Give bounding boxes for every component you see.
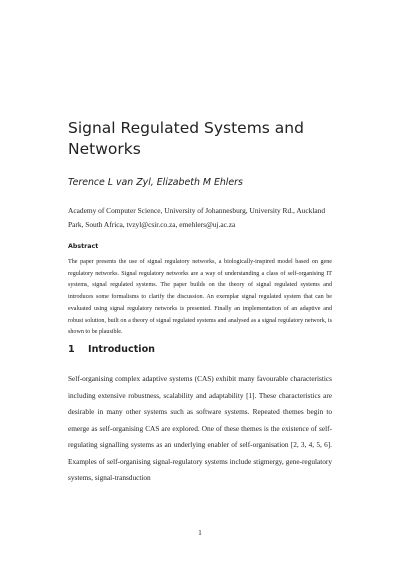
abstract-heading: Abstract (68, 243, 99, 250)
paper-authors: Terence L van Zyl, Elizabeth M Ehlers (68, 177, 243, 188)
paper-title: Signal Regulated Systems and Networks (68, 119, 304, 158)
introduction-body: Self-organising complex adaptive systems (CAS) exhibit many favourable characteristics including extensive robustness, scalability and adaptability [1]. These characteristics are desirable in many other systems such as software systems. Repeated themes begin to emerge as self-organising CAS are explored. One of these themes is the existence of self-regulating signalling systems as an underlying enabler of self-organisation [2, 3, 4, 5, 6]. Examples of self-organising signal-regulatory systems include stigmergy, gene-regulatory systems, signal-transduction (68, 374, 332, 482)
abstract-body: The paper presents the use of signal regulatory networks, a biologically-inspired model based on gene regulatory networks. Signal regulatory networks are a way of understanding a class of self-organising IT systems, signal regulated systems. The paper builds on the theory of signal regulated systems and introduces some formalisms to clarify the discussion. An exemplar signal regulated system that can be evaluated using signal regulatory networks is presented. Finally an implementation of an adaptive and robust solution, built on a theory of signal regulated systems and analysed as a signal regulatory network, is shown to be plausible. (68, 259, 332, 336)
author-affiliation: Academy of Computer Science, University of Johannesburg, University Rd., Auckland Park, South Africa, tvzyl@csir.co.za, emehlers@uj.ac.za (68, 206, 326, 229)
page-number: 1 (198, 528, 202, 537)
section-title: Introduction (88, 344, 155, 355)
section-heading-introduction (68, 344, 155, 355)
section-number: 1 (68, 344, 75, 355)
